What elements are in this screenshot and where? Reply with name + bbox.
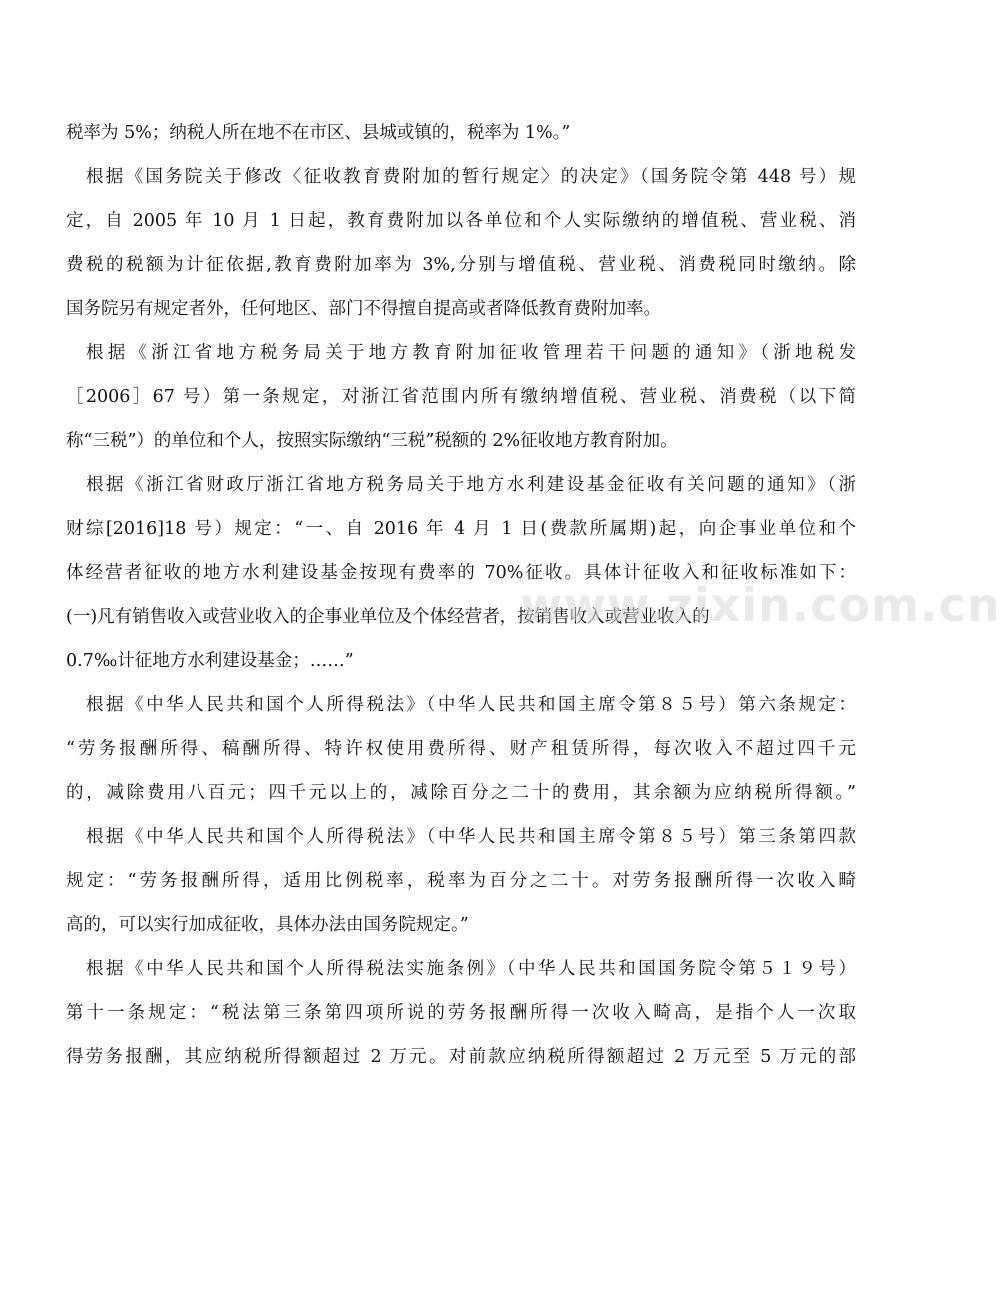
text-line: 根据《中华人民共和国个人所得税法》（中华人民共和国主席令第８５号）第六条规定：	[86, 695, 856, 715]
text-line: 第十一条规定：“税法第三条第四项所说的劳务报酬所得一次收入畸高，是指个人一次取	[66, 1003, 856, 1023]
text-line: 财综[2016]18 号）规定：“一、自 2016 年 4 月 1 日(费款所属期)起，向企事业单位和个	[66, 519, 856, 539]
text-line: 根据《国务院关于修改〈征收教育费附加的暂行规定〉的决定》（国务院令第 448 号）规	[86, 167, 856, 187]
watermark: www.zixin.com.cn	[520, 578, 1001, 632]
text-line: “劳务报酬所得、稿酬所得、特许权使用费所得、财产租赁所得，每次收入不超过四千元	[66, 739, 856, 759]
text-line: 的，减除费用八百元；四千元以上的，减除百分之二十的费用，其余额为应纳税所得额。”	[66, 783, 856, 803]
text-line: 定，自 2005 年 10 月 1 日起，教育费附加以各单位和个人实际缴纳的增值税、营业税、消	[66, 211, 856, 231]
text-line: 0.7‰计征地方水利建设基金；……”	[66, 651, 354, 671]
text-line: 称“三税”）的单位和个人，按照实际缴纳“三税”税额的 2%征收地方教育附加。	[66, 431, 678, 451]
text-line: 根据《浙江省地方税务局关于地方教育附加征收管理若干问题的通知》（浙地税发	[86, 343, 856, 363]
text-line: 根据《中华人民共和国个人所得税法实施条例》（中华人民共和国国务院令第５１９号）	[86, 959, 856, 979]
text-line: 费税的税额为计征依据,教育费附加率为 3%,分别与增值税、营业税、消费税同时缴纳。除	[66, 255, 856, 275]
text-line: 体经营者征收的地方水利建设基金按现有费率的 70%征收。具体计征收入和征收标准如下：	[66, 563, 856, 583]
text-line: ［2006］67 号）第一条规定，对浙江省范围内所有缴纳增值税、营业税、消费税（以下简	[66, 387, 856, 407]
text-line: 国务院另有规定者外，任何地区、部门不得擅自提高或者降低教育费附加率。	[66, 299, 661, 319]
text-line: 规定：“劳务报酬所得，适用比例税率，税率为百分之二十。对劳务报酬所得一次收入畸	[66, 871, 856, 891]
text-line: 高的，可以实行加成征收，具体办法由国务院规定。”	[66, 915, 469, 935]
text-line: 得劳务报酬，其应纳税所得额超过 2 万元。对前款应纳税所得额超过 2 万元至 5 万元的部	[66, 1047, 856, 1067]
text-line: 根据《浙江省财政厅浙江省地方税务局关于地方水利建设基金征收有关问题的通知》（浙	[86, 475, 856, 495]
text-line: 税率为 5%；纳税人所在地不在市区、县城或镇的，税率为 1%。”	[66, 123, 571, 143]
document-body	[66, 111, 856, 1079]
text-line: 根据《中华人民共和国个人所得税法》（中华人民共和国主席令第８５号）第三条第四款	[86, 827, 856, 847]
text-line: (一)凡有销售收入或营业收入的企事业单位及个体经营者，按销售收入或营业收入的	[66, 607, 710, 627]
